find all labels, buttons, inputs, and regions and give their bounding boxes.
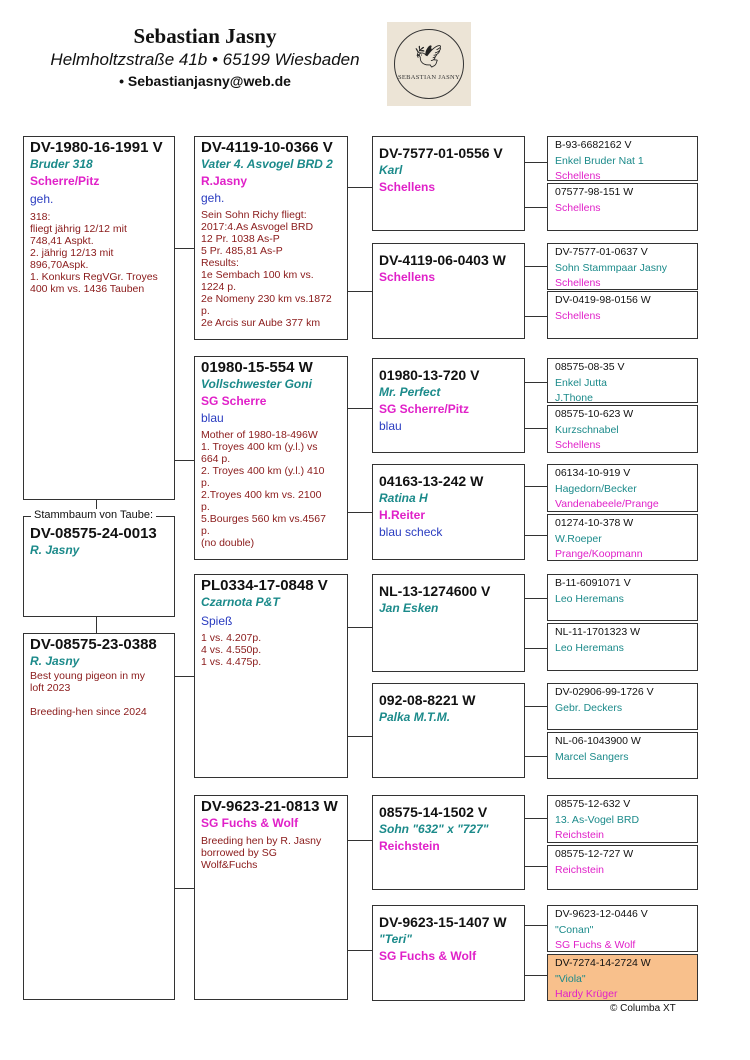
mother-ring: DV-08575-23-0388 (30, 636, 157, 653)
gen4-3-name: Sohn Stammpaar Jasny (555, 261, 668, 274)
pedigree-mother-father[interactable] (194, 574, 348, 778)
gen4-11-name: Gebr. Deckers (555, 701, 623, 714)
pedigree-gen3-6[interactable] (372, 683, 525, 778)
gen4-6-owner: Schellens (555, 439, 601, 451)
mf-name: Czarnota P&T (201, 595, 280, 609)
pedigree-gen4-6[interactable] (547, 405, 698, 453)
gen4-16-name: "Viola" (555, 972, 586, 985)
gen4-2-ring: 07577-98-151 W (555, 186, 634, 198)
father-owner: Scherre/Pitz (30, 174, 100, 188)
mother-notes: Best young pigeon in my loft 2023 Breeding-hen since 2024 (30, 670, 147, 718)
pedigree-gen4-10[interactable] (547, 623, 698, 671)
gen3-1-owner: Schellens (379, 180, 436, 194)
gen4-14-ring: 08575-12-727 W (555, 848, 634, 860)
gen4-6-name: Kurzschnabel (555, 423, 619, 436)
subject-ring: DV-08575-24-0013 (30, 525, 157, 542)
pedigree-gen4-1[interactable] (547, 136, 698, 181)
gen3-7-name: Sohn "632" x "727" (379, 822, 489, 836)
gen3-4-owner: H.Reiter (379, 508, 426, 522)
father-notes: 318: fliegt jährig 12/12 mit 748,41 Aspkt. 2. jährig 12/13 mit 896,70Aspk. 1. Konkurs RegVGr. Troyes 400 km vs. 1436 Tauben (30, 211, 158, 295)
pedigree-gen4-2[interactable] (547, 183, 698, 231)
pedigree-gen4-15[interactable] (547, 905, 698, 952)
fm-notes: Mother of 1980-18-496W 1. Troyes 400 km (y.l.) vs 664 p. 2. Troyes 400 km (y.l.) 410 p. 2.Troyes 400 km vs. 2100 p. 5.Bourges 560 km vs.4567 p. (no double) (201, 429, 326, 549)
gen4-10-ring: NL-11-1701323 W (555, 626, 641, 638)
gen3-3-owner: SG Scherre/Pitz (379, 402, 470, 416)
gen3-3-color: blau (379, 419, 402, 433)
pedigree-gen4-13[interactable] (547, 795, 698, 843)
gen4-14-owner: Reichstein (555, 863, 605, 876)
pedigree-gen4-12[interactable] (547, 732, 698, 779)
gen4-15-owner: SG Fuchs & Wolf (555, 939, 636, 951)
gen4-7-owner: Vandenabeele/Prange (555, 498, 659, 510)
gen4-9-name: Leo Heremans (555, 592, 624, 605)
gen4-3-ring: DV-7577-01-0637 V (555, 246, 648, 258)
pedigree-father-mother[interactable] (194, 356, 348, 560)
pedigree-mother[interactable] (23, 633, 175, 1000)
fm-ring: 01980-15-554 W (201, 359, 313, 376)
breeder-email[interactable]: • Sebastianjasny@web.de (119, 73, 291, 89)
father-color: geh. (30, 192, 54, 206)
gen4-15-name: "Conan" (555, 923, 594, 936)
gen4-15-ring: DV-9623-12-0446 V (555, 908, 648, 920)
pedigree-mother-mother[interactable] (194, 795, 348, 1000)
pedigree-gen4-5[interactable] (547, 358, 698, 403)
gen3-7-ring: 08575-14-1502 V (379, 804, 488, 820)
gen4-8-ring: 01274-10-378 W (555, 517, 634, 529)
pedigree-gen3-5[interactable] (372, 574, 525, 672)
gen4-11-ring: DV-02906-99-1726 V (555, 686, 654, 698)
gen3-4-name: Ratina H (379, 491, 428, 505)
gen4-1-ring: B-93-6682162 V (555, 139, 632, 151)
pedigree-gen4-11[interactable] (547, 683, 698, 730)
gen4-1-owner: Schellens (555, 170, 601, 181)
father-name: Bruder 318 (30, 157, 93, 171)
gen4-7-name: Hagedorn/Becker (555, 482, 637, 495)
pigeon-icon: 🕊 (414, 44, 442, 69)
breeder-address: Helmholtzstraße 41b • 65199 Wiesbaden (50, 50, 360, 69)
ff-notes: Sein Sohn Richy fliegt: 2017:4.As Asvogel BRD 12 Pr. 1038 As-P 5 Pr. 485,81 As-P Results: 1e Sembach 100 km vs. 1224 p. 2e Nomeny 230 km vs.1872 p. 2e Arcis sur Aube 377 km (201, 209, 332, 329)
gen4-4-owner: Schellens (555, 309, 601, 322)
gen4-5-ring: 08575-08-35 V (555, 361, 625, 373)
gen4-10-name: Leo Heremans (555, 641, 624, 654)
gen4-5-owner: J.Thone (555, 392, 593, 403)
gen3-2-owner: Schellens (379, 270, 436, 284)
ff-name: Vater 4. Asvogel BRD 2 (201, 157, 333, 171)
pedigree-gen3-4[interactable] (372, 464, 525, 560)
gen3-6-ring: 092-08-8221 W (379, 692, 476, 708)
subject-name: R. Jasny (30, 543, 80, 557)
mf-ring: PL0334-17-0848 V (201, 577, 328, 594)
pedigree-subject[interactable] (23, 516, 175, 617)
ff-color: geh. (201, 191, 225, 205)
pedigree-gen4-14[interactable] (547, 845, 698, 890)
gen3-6-name: Palka M.T.M. (379, 710, 451, 724)
gen4-13-owner: Reichstein (555, 829, 605, 841)
pedigree-gen4-9[interactable] (547, 574, 698, 621)
gen4-12-ring: NL-06-1043900 W (555, 735, 641, 747)
pedigree-gen4-3[interactable] (547, 243, 698, 290)
gen4-4-ring: DV-0419-98-0156 W (555, 294, 651, 306)
gen3-4-ring: 04163-13-242 W (379, 473, 484, 489)
father-ring: DV-1980-16-1991 V (30, 139, 163, 156)
mm-owner: SG Fuchs & Wolf (201, 816, 299, 830)
mm-notes: Breeding hen by R. Jasny borrowed by SG Wolf&Fuchs (201, 835, 322, 871)
gen4-8-name: W.Roeper (555, 532, 602, 545)
gen3-8-owner: SG Fuchs & Wolf (379, 949, 477, 963)
gen4-13-name: 13. As-Vogel BRD (555, 813, 640, 826)
logo-text: SEBASTIAN JASNY (397, 74, 461, 81)
mother-name: R. Jasny (30, 654, 80, 668)
gen4-16-ring: DV-7274-14-2724 W (555, 957, 651, 969)
pedigree-gen3-2[interactable] (372, 243, 525, 339)
gen3-1-name: Karl (379, 163, 403, 177)
gen4-2-owner: Schellens (555, 201, 601, 214)
gen3-8-ring: DV-9623-15-1407 W (379, 914, 507, 930)
subject-label: Stammbaum von Taube: (31, 509, 156, 521)
gen3-5-ring: NL-13-1274600 V (379, 583, 491, 599)
gen4-16-owner: Hardy Krüger (555, 988, 618, 1000)
pedigree-father-father[interactable] (194, 136, 348, 340)
pedigree-gen4-4[interactable] (547, 291, 698, 339)
breeder-name: Sebastian Jasny (133, 24, 277, 48)
gen4-7-ring: 06134-10-919 V (555, 467, 631, 479)
ff-owner: R.Jasny (201, 174, 248, 188)
pedigree-gen3-8[interactable] (372, 905, 525, 1001)
pedigree-gen3-1[interactable] (372, 136, 525, 231)
gen3-5-name: Jan Esken (379, 601, 439, 615)
pedigree-gen3-3[interactable] (372, 358, 525, 453)
mm-ring: DV-9623-21-0813 W (201, 798, 338, 815)
pedigree-gen3-7[interactable] (372, 795, 525, 890)
gen4-12-name: Marcel Sangers (555, 750, 629, 763)
gen4-8-owner: Prange/Koopmann (555, 548, 643, 560)
gen4-5-name: Enkel Jutta (555, 376, 607, 389)
ff-ring: DV-4119-10-0366 V (201, 139, 333, 156)
gen3-3-name: Mr. Perfect (379, 385, 441, 399)
pedigree-father[interactable] (23, 136, 175, 500)
gen3-8-name: "Teri" (379, 932, 412, 946)
gen4-6-ring: 08575-10-623 W (555, 408, 634, 420)
gen4-1-name: Enkel Bruder Nat 1 (555, 154, 644, 167)
gen3-2-ring: DV-4119-06-0403 W (379, 252, 506, 268)
gen3-1-ring: DV-7577-01-0556 V (379, 145, 503, 161)
gen4-9-ring: B-11-6091071 V (555, 577, 631, 589)
breeder-logo (387, 22, 471, 106)
fm-color: blau (201, 411, 224, 425)
gen3-3-ring: 01980-13-720 V (379, 367, 480, 383)
copyright-footer: © Columba XT (610, 1003, 676, 1014)
gen4-13-ring: 08575-12-632 V (555, 798, 631, 810)
pedigree-gen4-16[interactable] (547, 954, 698, 1001)
gen4-3-owner: Schellens (555, 277, 601, 289)
gen3-4-color: blau scheck (379, 525, 443, 539)
fm-name: Vollschwester Goni (201, 377, 312, 391)
mf-color: Spieß (201, 614, 233, 628)
pedigree-gen4-7[interactable] (547, 464, 698, 512)
gen3-7-owner: Reichstein (379, 839, 440, 853)
mf-notes: 1 vs. 4.207p. 4 vs. 4.550p. 1 vs. 4.475p. (201, 632, 262, 668)
pedigree-gen4-8[interactable] (547, 514, 698, 561)
fm-owner: SG Scherre (201, 394, 267, 408)
